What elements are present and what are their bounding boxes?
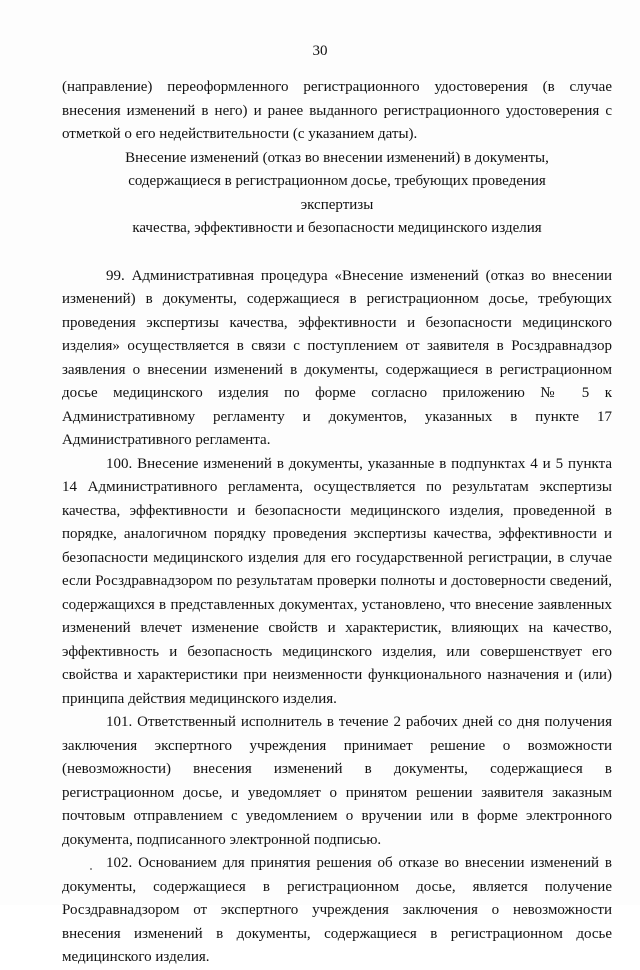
document-body [62, 76, 612, 970]
page-number: 30 [312, 43, 328, 59]
section-heading-line: Внесение изменений (отказ во внесении изменений) в документы, [125, 149, 549, 166]
section-heading [62, 147, 612, 241]
paragraph-100: 100. Внесение изменений в документы, указанные в подпунктах 4 и 5 пункта 14 Административного регламента, осуществляется по результатам экспертизы качества, эффективности и безопасности медицинского изделия, проведенной в порядке, аналогичном порядку проведения экспертизы качества, эффективности и безопасности медицинского изделия для его государственной регистрации, в случае если Росздравнадзором по результатам проверки полноты и достоверности сведений, содержащихся в представленных документах, установлено, что внесение заявленных изменений влечет изменение свойств и характеристик, влияющих на качество, эффективность и безопасность медицинского изделия, или совершенствует его свойства и характеристики при неизменности функционального назначения и (или) принципа действия медицинского изделия. [62, 455, 612, 707]
scan-speck [90, 868, 92, 870]
continuation-paragraph: (направление) переоформленного регистрационного удостоверения (в случае внесения изменений в него) и ранее выданного регистрационного удостоверения с отметкой о его недействительности (с указанием даты). [62, 79, 612, 142]
section-heading-line: качества, эффективности и безопасности медицинского изделия [132, 220, 542, 236]
paragraph-99: 99. Административная процедура «Внесение изменений (отказ во внесении изменений) в документы, содержащиеся в регистрационном досье, требующих проведения экспертизы качества, эффективности и безопасности медицинского изделия» осуществляется в связи с поступлением от заявителя в Росздравнадзор заявления о внесении изменений в документы, содержащиеся в регистрационном досье медицинского изделия по форме согласно приложению № 5 к Административному регламенту и документов, указанных в пункте 17 Административного регламента. [62, 267, 612, 448]
paragraph-101: 101. Ответственный исполнитель в течение 2 рабочих дней со дня получения заключения экспертного учреждения принимает решение о возможности (невозможности) внесения изменений в документы, содержащиеся в регистрационном досье, и уведомляет о принятом решении заявителя заказным почтовым отправлением с уведомлением о вручении или в форме электронного документа, подписанного электронной подписью. [62, 714, 612, 848]
paragraph-102: 102. Основанием для принятия решения об отказе во внесении изменений в документы, содержащиеся в регистрационном досье, является получение Росздравнадзором от экспертного учреждения заключения о невозможности внесения изменений в документы, содержащиеся в регистрационном досье медицинского изделия. [62, 855, 612, 965]
section-heading-line: содержащиеся в регистрационном досье, требующих проведения экспертизы [128, 173, 546, 213]
